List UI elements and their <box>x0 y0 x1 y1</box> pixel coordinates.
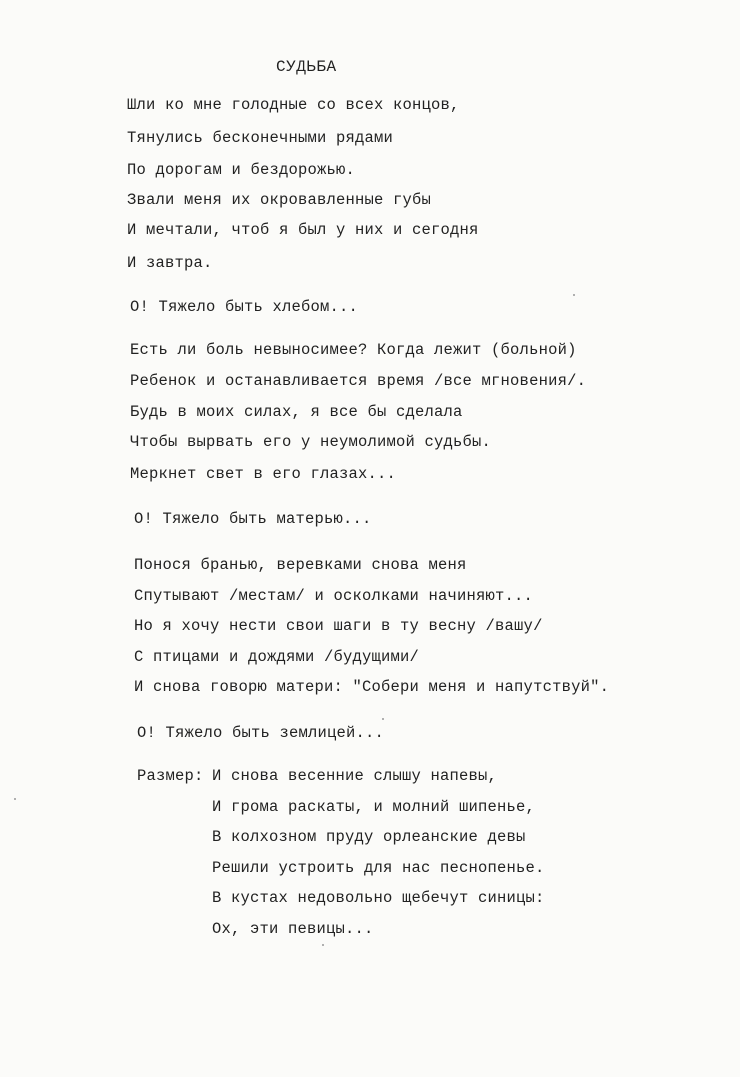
stanza2-line-1: Есть ли боль невыносимее? Когда лежит (больной) <box>130 341 577 359</box>
stanza2-line-3: Будь в моих силах, я все бы сделала <box>130 403 463 421</box>
stanza1-line-6: И завтра. <box>127 254 213 272</box>
meter-label: Размер: <box>137 767 204 785</box>
paper-speck <box>14 798 16 800</box>
stanza3-line-2: Спутывают /местам/ и осколками начиняют... <box>134 587 534 605</box>
stanza3-line-3: Но я хочу нести свои шаги в ту весну /вашу/ <box>134 617 543 635</box>
stanza4-line-4: Решили устроить для нас песнопенье. <box>212 859 545 877</box>
stanza3-line-1: Понося бранью, веревками снова меня <box>134 556 467 574</box>
refrain-1: О! Тяжело быть хлебом... <box>130 298 359 316</box>
stanza1-line-2: Тянулись бесконечными рядами <box>127 129 394 147</box>
paper-speck <box>573 294 575 296</box>
stanza3-line-5: И снова говорю матери: "Собери меня и напутствуй". <box>134 678 610 696</box>
refrain-2: О! Тяжело быть матерью... <box>134 510 372 528</box>
refrain-3: О! Тяжело быть землицей... <box>137 724 385 742</box>
stanza1-line-4: Звали меня их окровавленные губы <box>127 191 432 209</box>
stanza1-line-5: И мечтали, чтоб я был у них и сегодня <box>127 221 479 239</box>
stanza2-line-5: Меркнет свет в его глазах... <box>130 465 397 483</box>
stanza4-line-3: В колхозном пруду орлеанские девы <box>212 828 526 846</box>
poem-title: СУДЬБА <box>276 58 337 76</box>
stanza1-line-3: По дорогам и бездорожью. <box>127 161 356 179</box>
paper-speck <box>382 718 384 720</box>
stanza1-line-1: Шли ко мне голодные со всех концов, <box>127 96 460 114</box>
stanza2-line-2: Ребенок и останавливается время /все мгновения/. <box>130 372 587 390</box>
paper-speck <box>322 944 324 946</box>
stanza4-line-1: И снова весенние слышу напевы, <box>212 767 498 785</box>
stanza2-line-4: Чтобы вырвать его у неумолимой судьбы. <box>130 433 492 451</box>
stanza3-line-4: С птицами и дождями /будущими/ <box>134 648 420 666</box>
stanza4-line-2: И грома раскаты, и молний шипенье, <box>212 798 536 816</box>
stanza4-line-6: Ох, эти певицы... <box>212 920 374 938</box>
stanza4-line-5: В кустах недовольно щебечут синицы: <box>212 889 545 907</box>
